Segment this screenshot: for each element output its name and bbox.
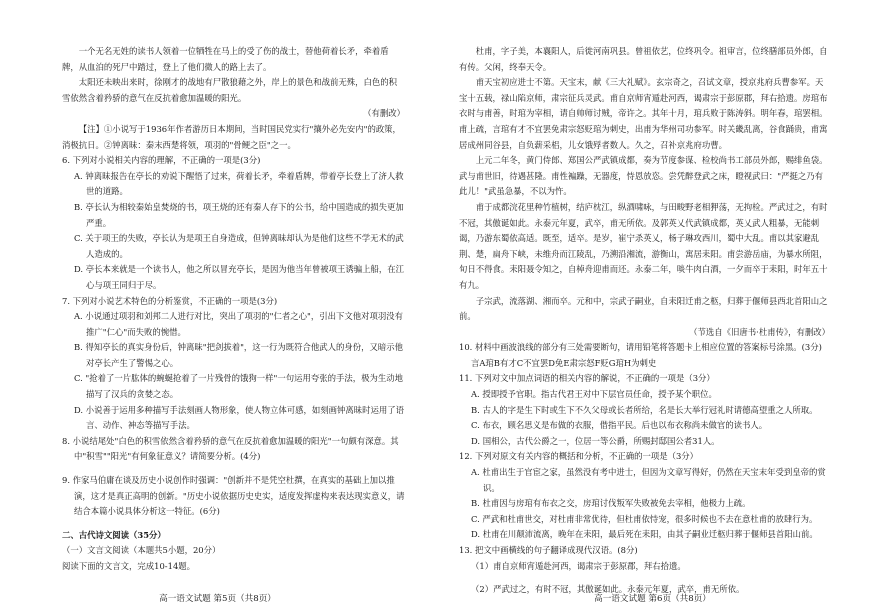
section-heading: 二、古代诗文阅读（35分） (62, 529, 166, 540)
option-c: C. "抢着了一片肱体的蜿蜒抢着了一片残骨的饿狗一样"一句运用夸张的手法，极为生动地描写了汉兵的贪婪之态。 (74, 373, 404, 400)
translation-item-2: （2）严武过之，有时不冠，其傲诞如此。永泰元年夏，武卒，甫无所依。 (471, 584, 745, 595)
option-c: C. 严武和杜甫世交，对杜甫非常优待，但杜甫依恃宠，很多时候也不去在意杜甫的放肆行为。 (471, 513, 818, 524)
option-d: D. 国相公，古代公爵之一，位居一等公爵，所赐封邸国公者31人。 (471, 435, 720, 446)
option-a: A. 小说通过项羽和刘邦二人进行对比，突出了项羽的"仁者之心"，引出下文他对项羽没有推广"仁心"而失败的惋惜。 (74, 311, 403, 337)
reading-instruction: 阅读下面的文言文，完成10-14题。 (62, 561, 196, 571)
question-10: 10. 材料中画波浪线的部分有三处需要断句，请用铅笔将答题卡上相应位置的答案标号涂黑。(3分) (459, 342, 822, 353)
annotation-note: 【注】①小说写于1936年作者游历日本期间，当时国民党实行"攘外必先安内"的政策，消极抗日。②钟离昧：秦末西楚将领，项羽的"骨鲠之臣"之一。 (62, 123, 401, 150)
subsection-heading: （一）文言文阅读（本题共5小题，20分） (62, 545, 221, 556)
page-footer: 高一语文试题 第6页（共8页） (594, 594, 711, 604)
option-d: D. 杜甫在川颠沛流离，晚年在耒阳，最后死在耒阳，由其子嗣业迁柩归葬于偃师县首阳山前。 (471, 529, 818, 540)
page-footer: 高一语文试题 第5页（共8页） (159, 594, 276, 604)
question-10-options: 言A琯B有才C不宜罢D免E肃宗怒F贬G琯H为刺史 (471, 357, 657, 368)
option-c: C. 关于项王的失败，亭长认为是项王自身造成，但钟离昧却认为是他们这些不学无术的武人造成的。 (74, 233, 404, 259)
source-note: （有删改） (363, 108, 405, 119)
question-12: 12. 下列对原文有关内容的概括和分析，不正确的一项是（3分） (459, 451, 699, 462)
option-a: A. 授即授予官职。指古代君王对中下层官员任命，授予某个职位。 (471, 389, 717, 400)
classical-text-paragraph: 甫于成都浣花里种竹植树，结庐枕江，纵酒啸咏，与田畯野老相狎荡，无拘检。严武过之，有时不冠，其傲诞如此。永泰元年夏，武卒，甫无所依。及郭英乂代武镇成都，英乂武人粗暴，无能刺谒，乃游东蜀依高适。既至，适卒。是岁，崔宁杀英乂，杨子琳攻西川，蜀中大乱。甫以其家避乱荆、楚，扁舟下峡，未维舟而江陵乱，乃溯沿湘流，游衡山，寓居耒阳。甫尝游岳庙，为暴水所阻，旬日不得食。耒阳聂令知之，自棹舟迎甫而还。永泰二年，啖牛肉白酒，一夕而卒于耒阳，时年五十有九。 (459, 201, 828, 290)
question-11: 11. 下列对文中加点词语的相关内容的解说，不正确的一项是（3分） (459, 373, 715, 384)
story-paragraph: 太阳还未映出来时，徐刚才的战地有尸散狼藉之外，岸上的景色和战前无殊，白色的积雪依然含着矜骄的意气在反抗着愈加温暖的阳光。 (62, 77, 398, 103)
classical-text-paragraph: 杜甫，字子美，本襄阳人，后徙河南巩县。曾祖依艺，位终巩令。祖审言，位终膳部员外郎，自有传。父闲，终奉天令。 (459, 46, 828, 72)
right-page (435, 0, 870, 614)
classical-text-paragraph: 上元二年冬，黄门侍郎、郑国公严武镇成都，奏为节度参谋、检校尚书工部员外郎，赐绯鱼袋。武与甫世旧，待遇甚隆。甫性褊躁，无器度，恃恩放恣。尝凭醉登武之床，瞪视武曰："严挺之乃有此儿！"武虽急暴，不以为忤。 (459, 155, 828, 197)
translation-item-1: （1）甫自京师宵遁赴河西，谒肃宗于彭原郡，拜右拾遗。 (471, 560, 686, 571)
question-13: 13. 把文中画横线的句子翻译成现代汉语。(8分) (459, 545, 638, 555)
question-9: 9. 作家马伯庸在谈及历史小说创作时强调："创新并不是凭空杜撰，在真实的基础上加以推演，这才是真正高明的创新。"历史小说依据历史史实，适度发挥虚构来表达现实意义，请结合本篇小说具体分析这一特征。(6分) (62, 475, 405, 517)
question-8: 8. 小说结尾处"白色的积雪依然含着矜骄的意气在反抗着愈加温暖的阳光"一句颇有深意。其中"积雪""阳光"有何象征意义？请简要分析。(4分) (62, 435, 399, 462)
classical-text-paragraph: 子宗武，流落湖、湘而卒。元和中，宗武子嗣业，自耒阳迁甫之柩，归葬于偃师县西北首阳山之前。 (459, 295, 828, 322)
option-b: B. 杜甫因与房琯有布衣之交，房琯讨伐叛军失败被免去宰相，他极力上疏。 (471, 498, 751, 509)
question-7: 7. 下列对小说艺术特色的分析鉴赏，不正确的一项是(3分) (62, 295, 278, 306)
source-note: （节选自《旧唐书·杜甫传》，有删改） (689, 326, 830, 337)
option-b: B. 得知亭长的真实身份后，钟离昧"把剑拔着"，这一行为既符合他武人的身份，又暗示他对亭长产生了警惕之心。 (74, 342, 404, 368)
option-b: B. 古人的字是生下时或生下不久父母或长者所给，名是长大举行冠礼时请德高望重之人所取。 (471, 404, 818, 415)
option-a: A. 钟离昧报告在亭长的劝说下醒悟了过来，荷着长矛，牵着盾牌，带着亭长登上了济人救世的道路。 (74, 170, 404, 197)
option-c: C. 布衣，顾名思义是布做的衣服，借指平民。后也以布衣称尚未做官的读书人。 (471, 420, 768, 431)
option-d: D. 亭长本来就是一个读书人，他之所以冒充亭长，是因为他当年曾被项王诱骗上船，在江心与项王同归于尽。 (74, 264, 404, 290)
option-d: D. 小说善于运用多种描写手法刻画人物形象，使人物立体可感，如刻画钟离昧时运用了语言、动作、神态等描写手法。 (74, 404, 404, 431)
option-b: B. 亭长认为相较秦始皇焚烧的书，项王烧的还有秦人存下的公书，给中国造成的损失更加严重。 (74, 201, 404, 228)
story-paragraph: 一个无名无姓的读书人领着一位牺牲在马上的受了伤的战士，替他荷着长矛，牵着盾牌，从血泊的死尸中踏过，登上了他们微人的路上去了。 (62, 46, 389, 72)
classical-text-paragraph: 甫天宝初应进士不第。天宝末，献《三大礼赋》。玄宗奇之，召试文章，授京兆府兵曹参军。天宝十五载，禄山陷京师，肃宗征兵灵武。甫自京师宵遁赴河西，谒肃宗于彭原郡，拜右拾遗。房琯布衣时与甫善，时琯为宰相，请自帅师讨贼，帝许之。其年十月，琯兵败于陈涛斜。明年春，琯罢相。甫上疏，言琯有才不宜罢免肃宗怒贬琯为刺史，出甫为华州司功参军。时关畿乱离，谷食踊贵，甫寓居成州同谷县，自负薪采梠，儿女饿殍者数人。久之，召补京兆府功曹。 (459, 77, 828, 150)
option-a: A. 杜甫出生于官宦之家，虽然没有考中进士，但因为文章写得好，仍然在天宝末年受到皇帝的赏识。 (471, 467, 826, 493)
question-6: 6. 下列对小说相关内容的理解，不正确的一项是(3分) (62, 155, 261, 166)
